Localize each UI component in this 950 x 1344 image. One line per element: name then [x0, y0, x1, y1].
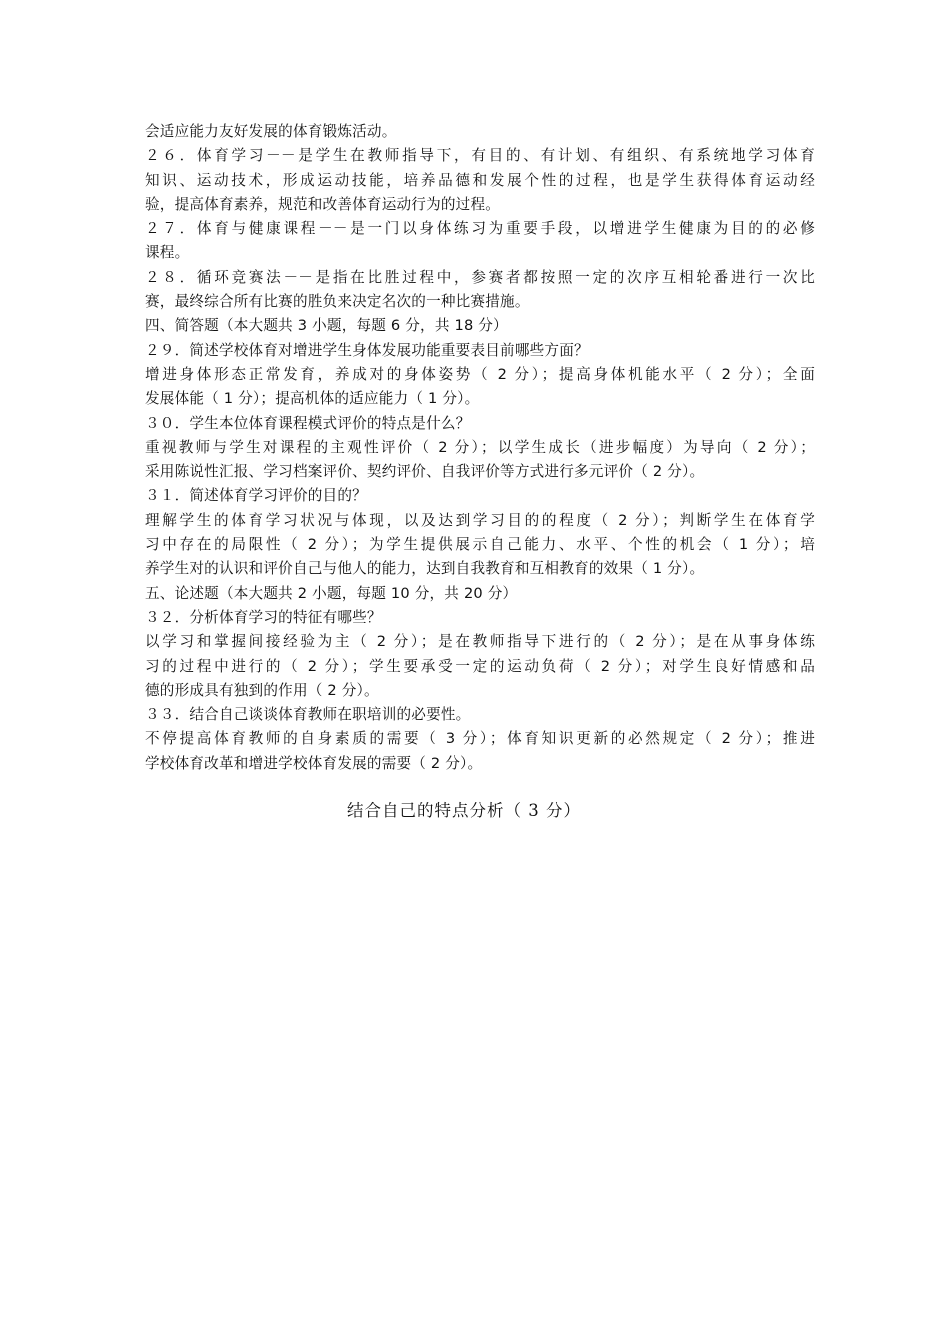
- document-body: [145, 120, 815, 776]
- text-line: ３１．简述体育学习评价的目的？: [145, 487, 367, 505]
- text-line: 课程。: [145, 244, 190, 262]
- text-line: 发展体能（ 1 分）；提高机体的适应能力（ 1 分）。: [145, 390, 480, 408]
- text-line: 会适应能力友好发展的体育锻炼活动。: [145, 123, 397, 140]
- text-line: 习的过程中进行的（ 2 分）；学生要承受一定的运动负荷（ 2 分）；对学生良好情感和品: [145, 657, 815, 675]
- text-line: ３０．学生本位体育课程模式评价的特点是什么？: [145, 414, 471, 432]
- text-line: ３２．分析体育学习的特征有哪些？: [145, 608, 382, 626]
- text-line: ２６．体育学习－－是学生在教师指导下，有目的、有计划、有组织、有系统地学习体育: [145, 147, 815, 165]
- text-line: 德的形成具有独到的作用（ 2 分）。: [145, 681, 379, 699]
- text-line: 四、简答题（本大题共 3 小题，每题 6 分，共 18 分）: [145, 317, 508, 335]
- text-line: 习中存在的局限性（ 2 分）；为学生提供展示自己能力、水平、个性的机会（ 1 分）；培: [145, 536, 815, 554]
- text-line: 五、论述题（本大题共 2 小题，每题 10 分，共 20 分）: [145, 584, 518, 602]
- text-line: 养学生对的认识和评价自己与他人的能力，达到自我教育和互相教育的效果（ 1 分）。: [145, 560, 705, 578]
- text-line: 知识、运动技术，形成运动技能，培养品德和发展个性的过程，也是学生获得体育运动经: [145, 171, 815, 189]
- text-line: 学校体育改革和增进学校体育发展的需要（ 2 分）。: [145, 754, 483, 772]
- text-line: 采用陈说性汇报、学习档案评价、契约评价、自我评价等方式进行多元评价（ 2 分）。: [145, 463, 705, 481]
- text-line: 以学习和掌握间接经验为主（ 2 分）；是在教师指导下进行的（ 2 分）；是在从事身体练: [145, 633, 815, 651]
- text-line: ２９．简述学校体育对增进学生身体发展功能重要表目前哪些方面？: [145, 341, 589, 359]
- text-line: 理解学生的体育学习状况与体现，以及达到学习目的的程度（ 2 分）；判断学生在体育学: [145, 511, 815, 529]
- text-line: 重视教师与学生对课程的主观性评价（ 2 分）；以学生成长（进步幅度）为导向（ 2 分）；: [145, 438, 815, 456]
- text-line: 赛，最终综合所有比赛的胜负来决定名次的一种比赛措施。: [145, 293, 530, 311]
- text-line: ３３．结合自己谈谈体育教师在职培训的必要性。: [145, 706, 471, 724]
- text-line: 增进身体形态正常发育，养成对的身体姿势（ 2 分）；提高身体机能水平（ 2 分）；全面: [145, 365, 815, 383]
- text-line: ２７．体育与健康课程－－是一门以身体练习为重要手段，以增进学生健康为目的的必修: [145, 220, 815, 238]
- text-line: ２８．循环竞赛法－－是指在比胜过程中，参赛者都按照一定的次序互相轮番进行一次比: [145, 268, 815, 286]
- closing-line: 结合自己的特点分析（ 3 分）: [347, 801, 581, 820]
- text-line: 验，提高体育素养，规范和改善体育运动行为的过程。: [145, 195, 501, 213]
- text-line: 不停提高体育教师的自身素质的需要（ 3 分）；体育知识更新的必然规定（ 2 分）；推进: [145, 730, 815, 748]
